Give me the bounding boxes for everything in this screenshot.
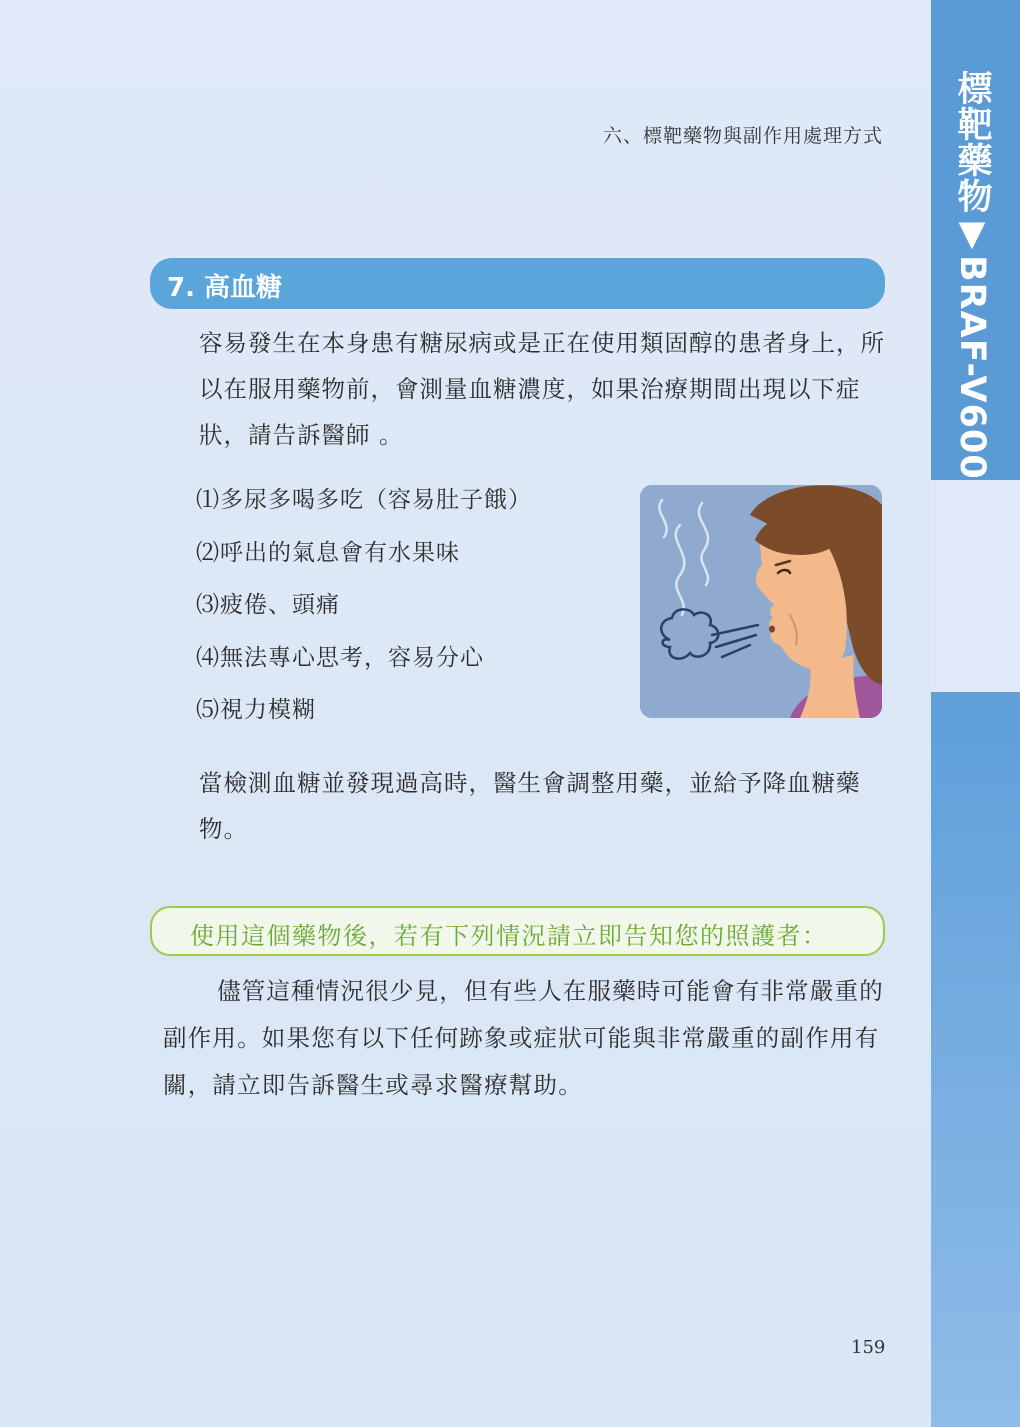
list-item: ⑷無法專心思考，容易分心 xyxy=(196,644,484,671)
woman-exhaling-breath-illustration xyxy=(640,485,882,718)
notice-box xyxy=(150,906,885,956)
running-header: 六、標靶藥物與副作用處理方式 xyxy=(602,125,883,147)
list-item: ⑶疲倦、頭痛 xyxy=(196,592,340,618)
side-tab-drug-block xyxy=(931,480,1020,692)
section-heading-bar xyxy=(150,258,885,309)
side-tab xyxy=(931,0,1020,1427)
symptom-list xyxy=(196,478,616,741)
list-item: ⑸視力模糊 xyxy=(196,697,316,723)
page-number: 159 xyxy=(851,1337,886,1358)
side-tab-lower-block xyxy=(931,692,1020,1427)
treatment-paragraph: 當檢測血糖並發現過高時，醫生會調整用藥，並給予降血糖藥物。 xyxy=(199,769,861,843)
side-tab-category: 標靶藥物▼BRAF-V600 xyxy=(952,70,992,480)
intro-paragraph: 容易發生在本身患有糖尿病或是正在使用類固醇的患者身上，所以在服用藥物前，會測量血糖濃度，如果治療期間出現以下症狀，請告訴醫師 。 xyxy=(199,329,885,449)
notice-paragraph: 儘管這種情況很少見，但有些人在服藥時可能會有非常嚴重的副作用。如果您有以下任何跡象或症狀可能與非常嚴重的副作用有關，請立即告訴醫生或尋求醫療幫助。 xyxy=(163,977,884,1099)
list-item: ⑵呼出的氣息會有水果味 xyxy=(196,539,460,566)
list-item: ⑴多尿多喝多吃（容易肚子餓） xyxy=(196,487,532,513)
notice-heading: 使用這個藥物後，若有下列情況請立即告知您的照護者： xyxy=(190,922,828,950)
section-title: 7. 高血糖 xyxy=(167,273,283,303)
side-tab-category-block xyxy=(931,0,1020,480)
